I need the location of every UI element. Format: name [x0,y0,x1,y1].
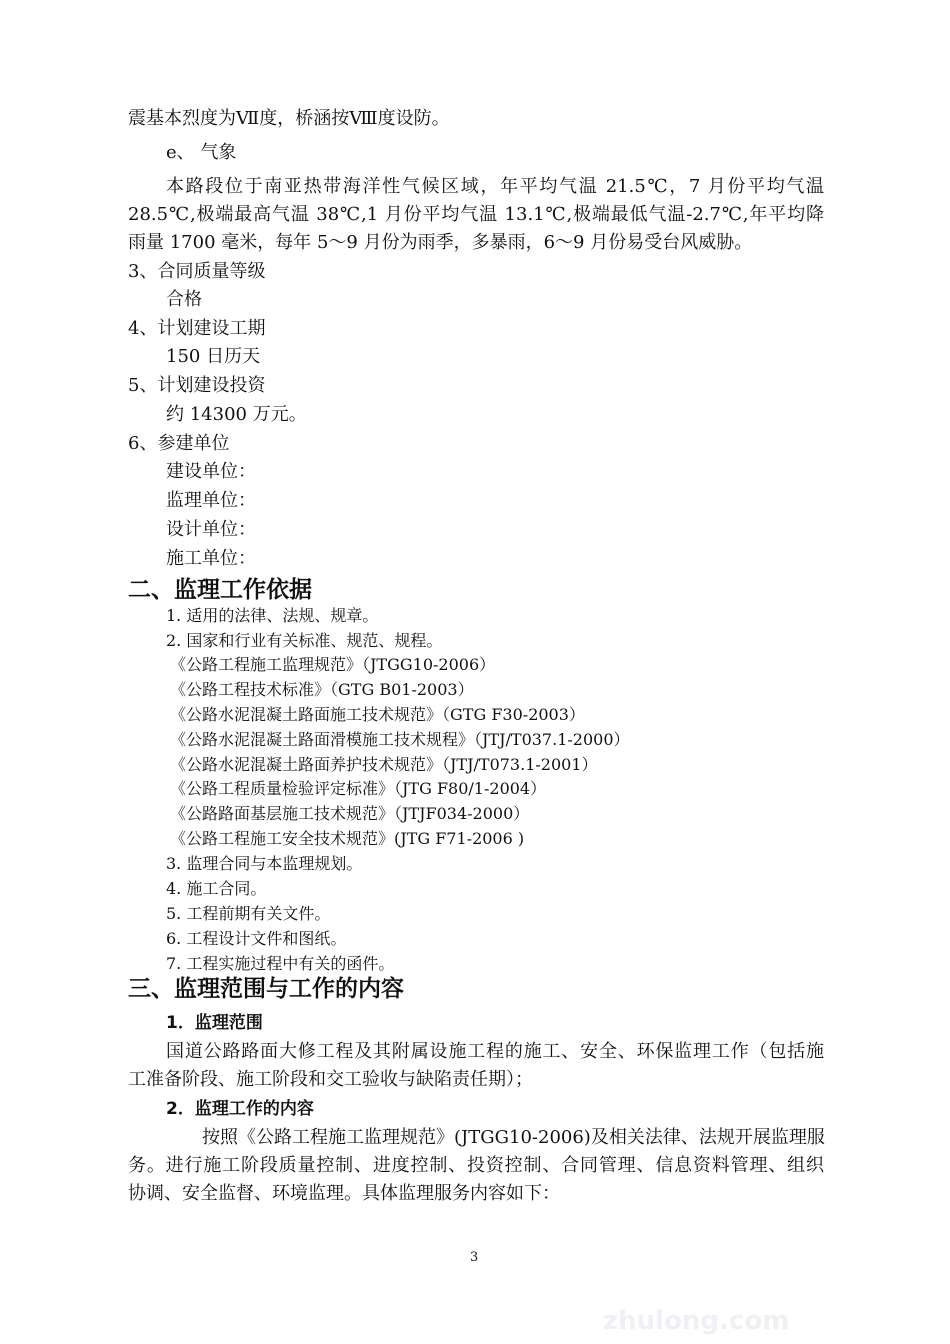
basis-item-2: 2. 国家和行业有关标准、规范、规程。 [166,631,443,650]
item-investment-title: 5、计划建设投资 [128,375,266,396]
climate-heading: e、 气象 [166,142,237,163]
standard-8: 《公路工程施工安全技术规范》(JTG F71-2006 ) [170,829,525,848]
standard-2: 《公路工程技术标准》（GTG B01-2003） [170,680,474,699]
item-duration-value: 150 日历天 [166,346,261,367]
standard-4: 《公路水泥混凝土路面滑模施工技术规程》（JTJ/T037.1-2000） [170,730,630,749]
standard-7: 《公路路面基层施工技术规范》（JTJF034-2000） [170,804,530,823]
unit-supervisor: 监理单位： [166,490,256,511]
content-subtitle: 2．监理工作的内容 [166,1099,314,1119]
unit-contractor: 施工单位： [166,548,256,569]
content-line-2: 务。进行施工阶段质量控制、进度控制、投资控制、合同管理、信息资料管理、组织 [128,1155,824,1176]
standard-6: 《公路工程质量检验评定标准》（JTG F80/1-2004） [170,779,547,798]
basis-item-6: 6. 工程设计文件和图纸。 [166,929,347,948]
item-quality-title: 3、合同质量等级 [128,261,266,282]
standard-1: 《公路工程施工监理规范》（JTGG10-2006） [170,655,496,674]
item-quality-value: 合格 [166,289,202,310]
basis-item-5: 5. 工程前期有关文件。 [166,904,331,923]
section-3-title: 三、监理范围与工作的内容 [128,976,404,1002]
content-line-1: 按照《公路工程施工监理规范》(JTGG10-2006)及相关法律、法规开展监理服 [202,1127,825,1148]
climate-line-2: 28.5℃,极端最高气温 38℃,1 月份平均气温 13.1℃,极端最低气温-2.7℃,年平均降 [128,204,824,225]
basis-item-1: 1. 适用的法律、法规、规章。 [166,606,379,625]
item-duration-title: 4、计划建设工期 [128,318,266,339]
basis-item-3: 3. 监理合同与本监理规划。 [166,854,363,873]
standard-3: 《公路水泥混凝土路面施工技术规范》（GTG F30-2003） [170,705,585,724]
scope-line-2: 工准备阶段、施工阶段和交工验收与缺陷责任期）； [128,1069,533,1090]
page-number: 3 [470,1250,479,1265]
scope-subtitle: 1．监理范围 [166,1013,263,1033]
unit-owner: 建设单位： [166,461,256,482]
item-investment-value: 约 14300 万元。 [166,404,307,425]
unit-designer: 设计单位： [166,519,256,540]
climate-line-3: 雨量 1700 毫米，每年 5～9 月份为雨季，多暴雨，6～9 月份易受台风威胁。 [128,232,753,253]
basis-item-7: 7. 工程实施过程中有关的函件。 [166,954,395,973]
content-line-3: 协调、安全监督、环境监理。具体监理服务内容如下： [128,1183,560,1204]
section-2-title: 二、监理工作依据 [128,577,312,603]
climate-line-1: 本路段位于南亚热带海洋性气候区域，年平均气温 21.5℃，7 月份平均气温 [166,176,824,197]
watermark: zhulong.com [603,1306,790,1336]
scope-line-1: 国道公路路面大修工程及其附属设施工程的施工、安全、环保监理工作（包括施 [166,1041,824,1062]
basis-item-4: 4. 施工合同。 [166,879,267,898]
paragraph-seismic-tail: 震基本烈度为Ⅶ度，桥涵按Ⅷ度设防。 [128,108,450,129]
standard-5: 《公路水泥混凝土路面养护技术规范》（JTJ/T073.1-2001） [170,755,598,774]
units-title: 6、参建单位 [128,433,230,454]
